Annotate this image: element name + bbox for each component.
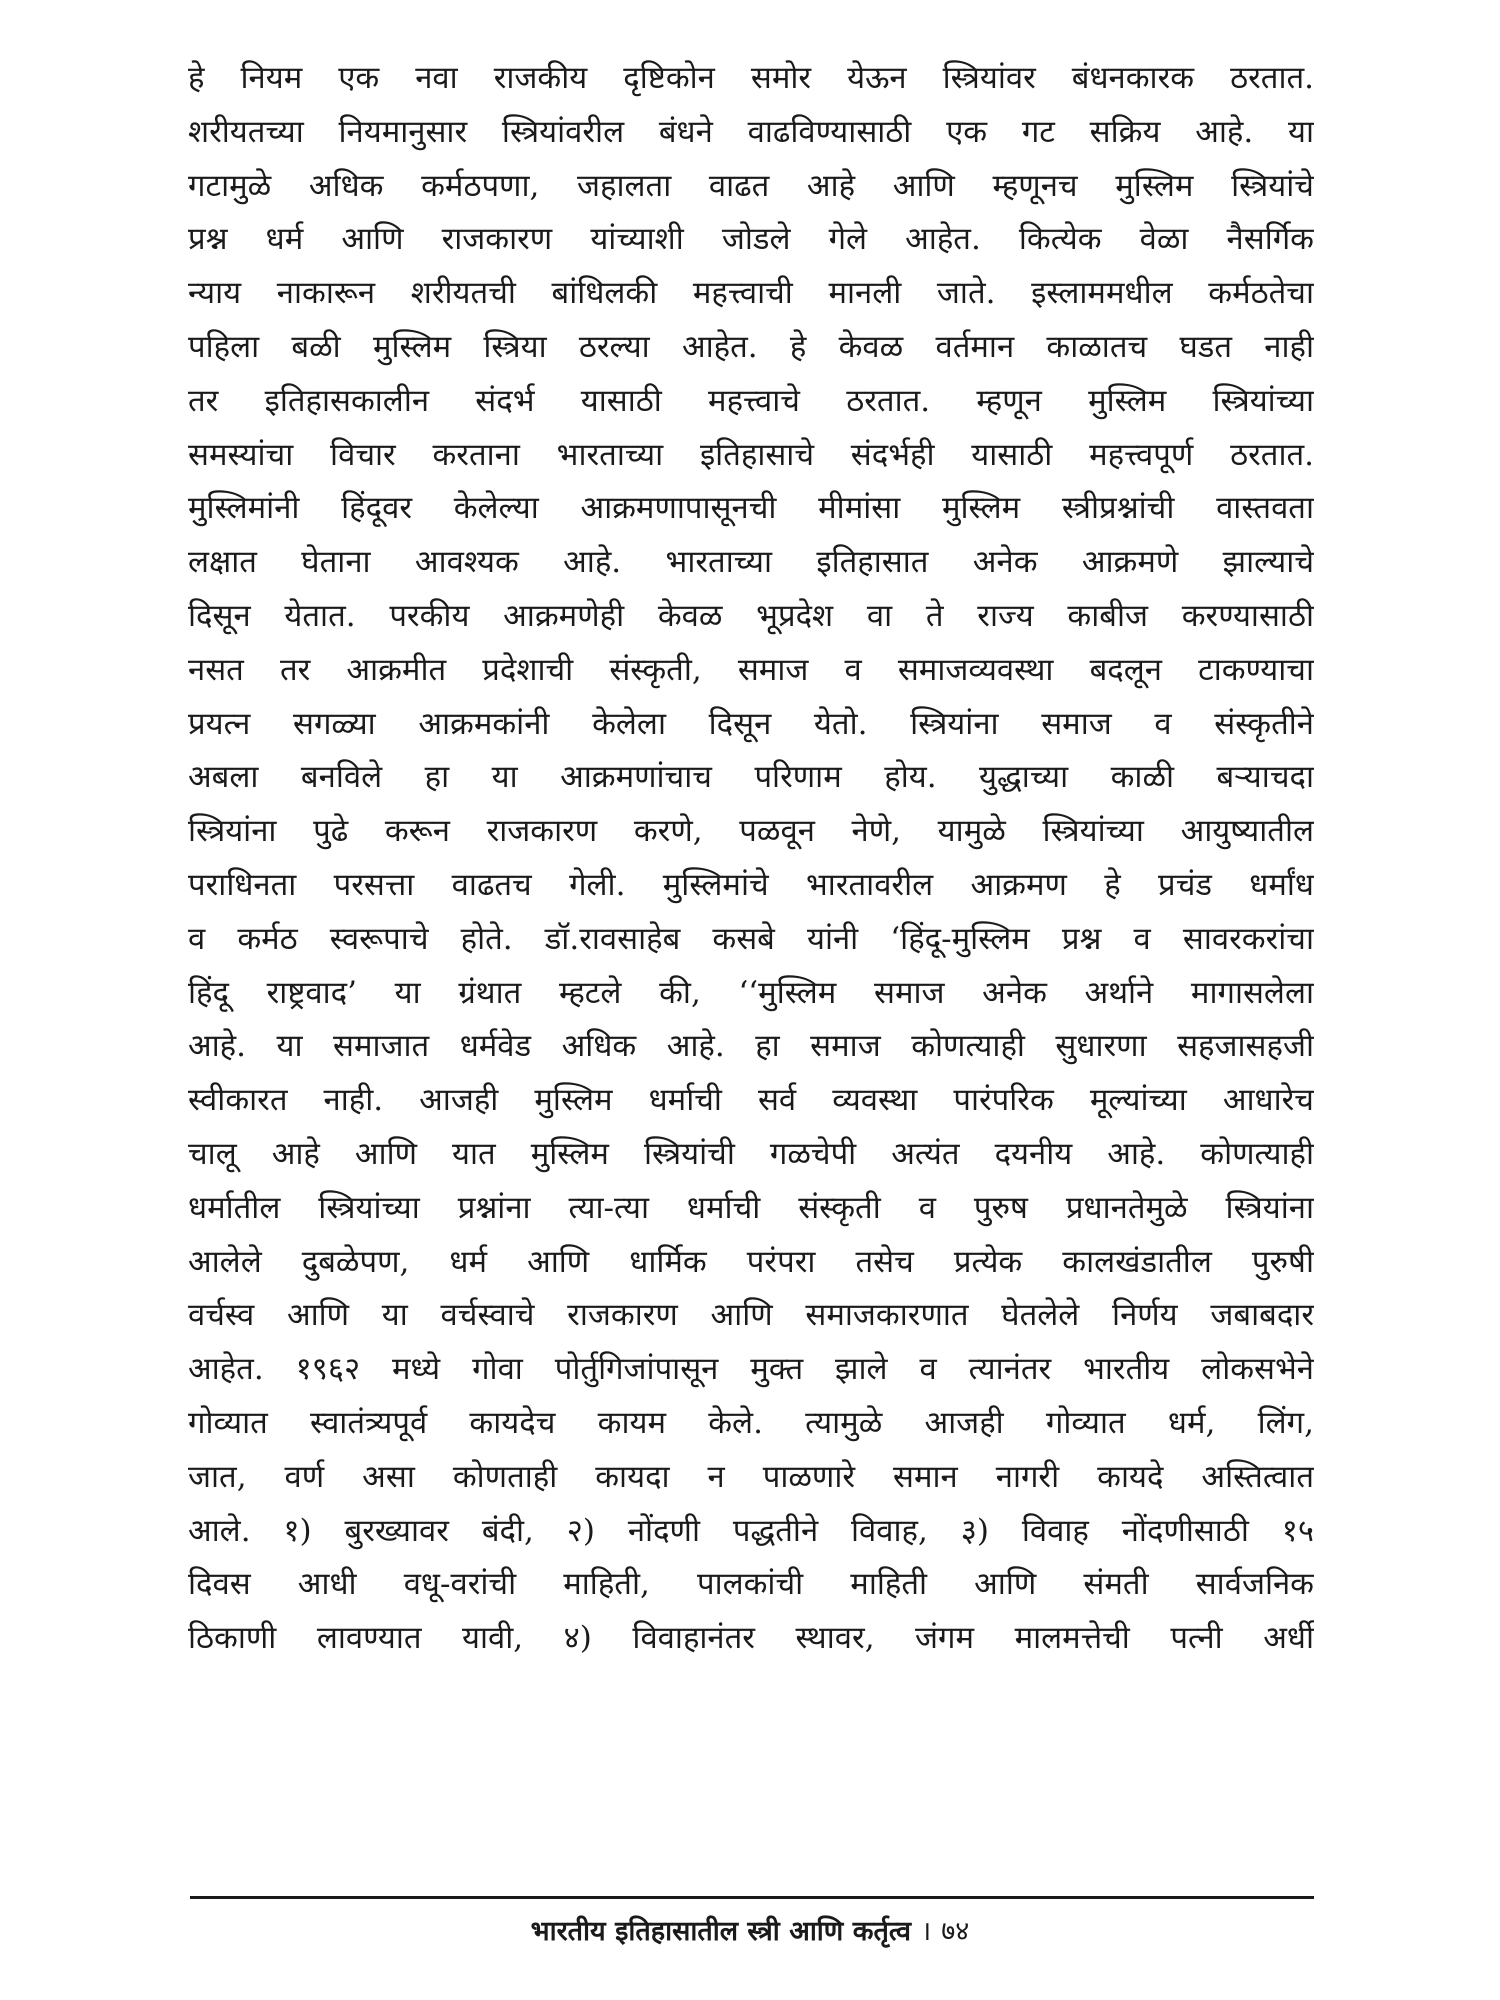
text-line: समस्यांचा विचार करताना भारताच्या इतिहासाचे संदर्भही यासाठी महत्त्वपूर्ण ठरतात. (188, 436, 1314, 473)
text-line: दिवस आधी वधू-वरांची माहिती, पालकांची माहिती आणि संमती सार्वजनिक (188, 1566, 1314, 1603)
text-line: ठिकाणी लावण्यात यावी, ४) विवाहानंतर स्थावर, जंगम मालमत्तेची पत्नी अर्धी (188, 1620, 1314, 1657)
text-line: पहिला बळी मुस्लिम स्त्रिया ठरल्या आहेत. हे केवळ वर्तमान काळातच घडत नाही (188, 328, 1314, 365)
text-line: स्त्रियांना पुढे करून राजकारण करणे, पळवून नेणे, यामुळे स्त्रियांच्या आयुष्यातील (188, 813, 1314, 850)
text-line: न्याय नाकारून शरीयतची बांधिलकी महत्त्वाची मानली जाते. इस्लाममधील कर्मठतेचा (188, 275, 1314, 312)
text-line: आले. १) बुरख्यावर बंदी, २) नोंदणी पद्धतीने विवाह, ३) विवाह नोंदणीसाठी १५ (188, 1512, 1314, 1549)
text-line: चालू आहे आणि यात मुस्लिम स्त्रियांची गळचेपी अत्यंत दयनीय आहे. कोणत्याही (188, 1135, 1314, 1172)
text-line: हे नियम एक नवा राजकीय दृष्टिकोन समोर येऊन स्त्रियांवर बंधनकारक ठरतात. (188, 60, 1314, 96)
text-line: लक्षात घेताना आवश्यक आहे. भारताच्या इतिहासात अनेक आक्रमणे झाल्याचे (188, 544, 1314, 581)
text-line: व कर्मठ स्वरूपाचे होते. डॉ.रावसाहेब कसबे यांनी ‘हिंदू-मुस्लिम प्रश्न व सावरकरांचा (188, 920, 1314, 957)
text-line: अबला बनविले हा या आक्रमणांचाच परिणाम होय. युद्धाच्या काळी बऱ्याचदा (188, 759, 1314, 796)
text-line: नसत तर आक्रमीत प्रदेशाची संस्कृती, समाज व समाजव्यवस्था बदलून टाकण्याचा (188, 651, 1314, 688)
footer-separator: । (921, 1916, 932, 1947)
text-line: शरीयतच्या नियमानुसार स्त्रियांवरील बंधने वाढविण्यासाठी एक गट सक्रिय आहे. या (188, 113, 1314, 150)
footer-divider (190, 1896, 1314, 1899)
page-number: ७४ (941, 1916, 970, 1947)
text-line: वर्चस्व आणि या वर्चस्वाचे राजकारण आणि समाजकारणात घेतलेले निर्णय जबाबदार (188, 1297, 1314, 1334)
text-line: प्रश्न धर्म आणि राजकारण यांच्याशी जोडले गेले आहेत. कित्येक वेळा नैसर्गिक (188, 221, 1314, 258)
text-line: गोव्यात स्वातंत्र्यपूर्व कायदेच कायम केले. त्यामुळे आजही गोव्यात धर्म, लिंग, (188, 1404, 1314, 1441)
page-footer (0, 1902, 1500, 1962)
text-line: आहे. या समाजात धर्मवेड अधिक आहे. हा समाज कोणत्याही सुधारणा सहजासहजी (188, 1028, 1314, 1065)
text-line: मुस्लिमांनी हिंदूवर केलेल्या आक्रमणापासूनची मीमांसा मुस्लिम स्त्रीप्रश्नांची वास्तवता (188, 490, 1314, 527)
text-line: हिंदू राष्ट्रवाद’ या ग्रंथात म्हटले की, ‘‘मुस्लिम समाज अनेक अर्थाने मागासलेला (188, 974, 1314, 1011)
text-line: धर्मातील स्त्रियांच्या प्रश्नांना त्या-त्या धर्माची संस्कृती व पुरुष प्रधानतेमुळे स्त्रियांना (188, 1189, 1314, 1226)
text-line: आहेत. १९६२ मध्ये गोवा पोर्तुगिजांपासून मुक्त झाले व त्यानंतर भारतीय लोकसभेने (188, 1351, 1314, 1388)
text-line: पराधिनता परसत्ता वाढतच गेली. मुस्लिमांचे भारतावरील आक्रमण हे प्रचंड धर्मांध (188, 866, 1314, 903)
text-line: तर इतिहासकालीन संदर्भ यासाठी महत्त्वाचे ठरतात. म्हणून मुस्लिम स्त्रियांच्या (188, 382, 1314, 419)
text-line: दिसून येतात. परकीय आक्रमणेही केवळ भूप्रदेश वा ते राज्य काबीज करण्यासाठी (188, 597, 1314, 634)
text-line: स्वीकारत नाही. आजही मुस्लिम धर्माची सर्व व्यवस्था पारंपरिक मूल्यांच्या आधारेच (188, 1082, 1314, 1119)
footer-book-title: भारतीय इतिहासातील स्त्री आणि कर्तृत्व (530, 1916, 912, 1947)
text-line: आलेले दुबळेपण, धर्म आणि धार्मिक परंपरा तसेच प्रत्येक कालखंडातील पुरुषी (188, 1243, 1314, 1280)
text-line: प्रयत्न सगळ्या आक्रमकांनी केलेला दिसून येतो. स्त्रियांना समाज व संस्कृतीने (188, 705, 1314, 742)
body-text (188, 52, 1314, 1666)
text-line: गटामुळे अधिक कर्मठपणा, जहालता वाढत आहे आणि म्हणूनच मुस्लिम स्त्रियांचे (188, 167, 1314, 204)
text-line: जात, वर्ण असा कोणताही कायदा न पाळणारे समान नागरी कायदे अस्तित्वात (188, 1458, 1314, 1495)
